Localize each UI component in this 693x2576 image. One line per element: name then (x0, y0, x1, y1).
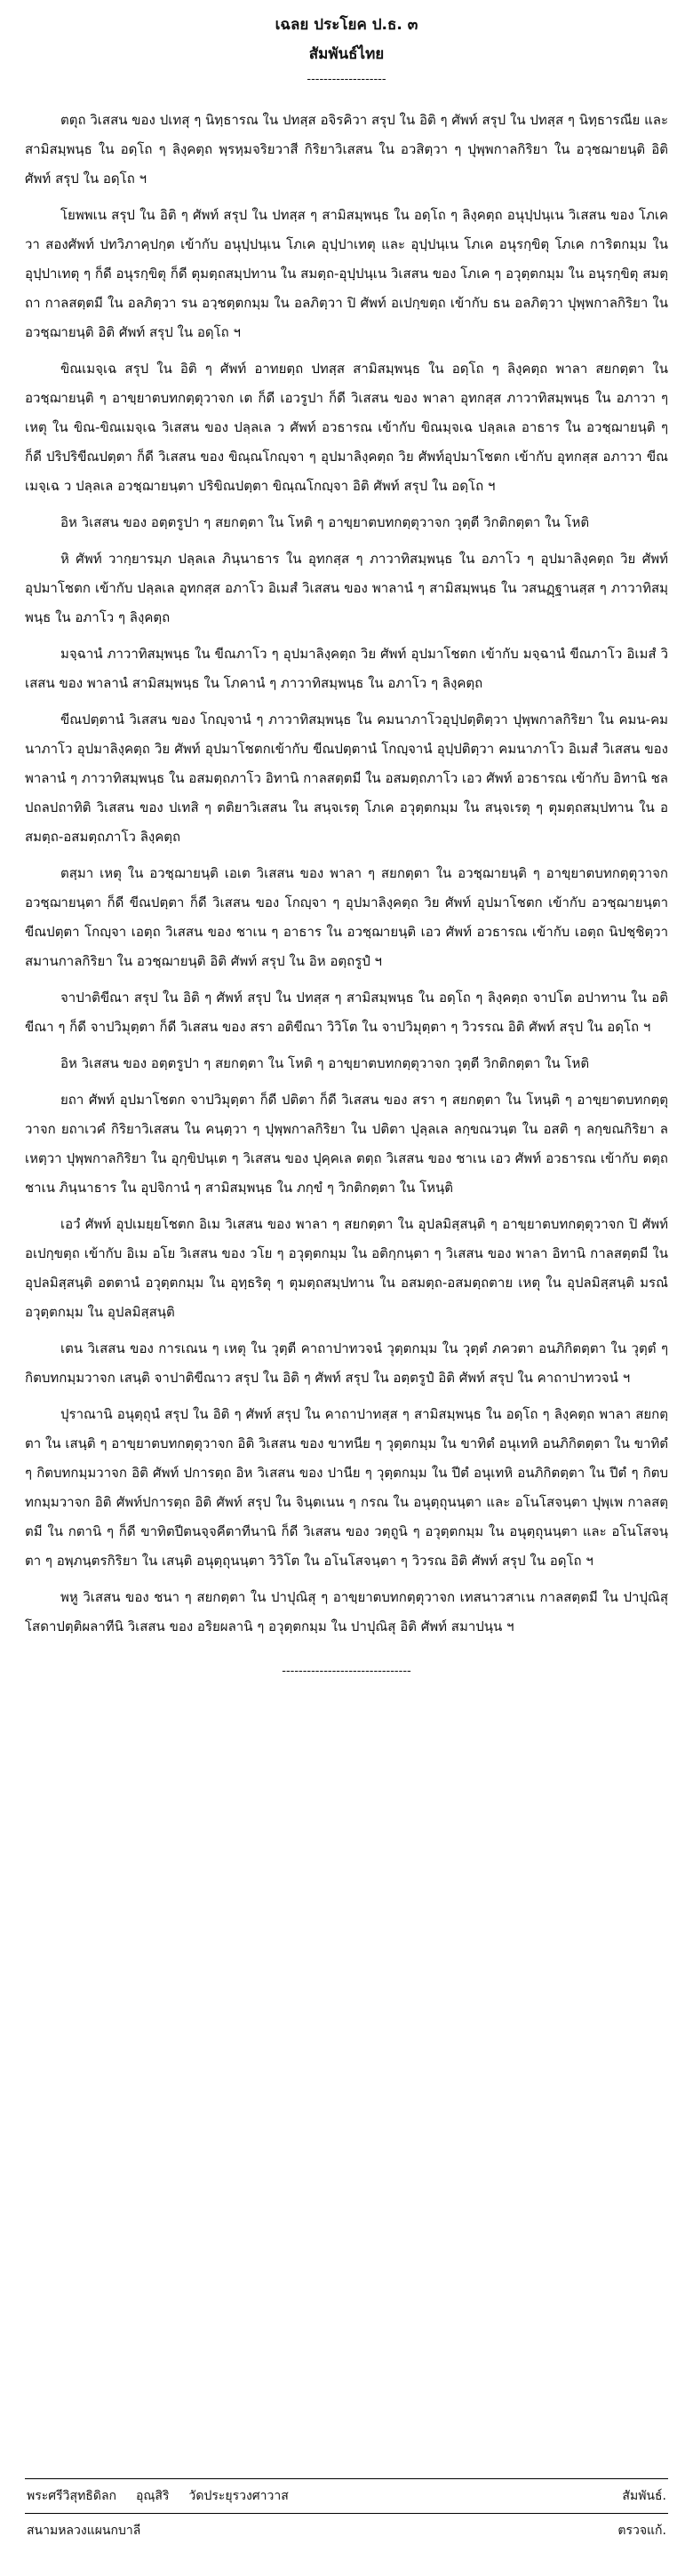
paragraph: หิ ศัพท์ วากฺยารมฺภ ปลฺลเล ภินฺนาธาร ใน อุทกสฺส ๆ ภาวาทิสมฺพนฺธ ใน อภาโว ๆ อุปมาลิงฺคตฺถ วิย ศัพท์ อุปมาโชตก เข้ากับ ปลฺลเล อุทกสฺส อภาโว อิเมสํ วิเสสน ของ พาลานํ ๆ สามิสมฺพนฺธ ใน วสนฏฺฐานสฺส ๆ ภาวาทิสมฺพนฺธ ใน อภาโว ๆ ลิงฺคตฺถ (25, 551, 668, 625)
footer-row-author (25, 2479, 668, 2513)
paragraph: ตตุถ วิเสสน ของ ปเทสุ ๆ นิทฺธารณ ใน ปทสฺส อจิรคิวา สรุป ใน อิติ ๆ ศัพท์ สรุป ใน ปทสฺส ๆ นิทฺธารณีย และ สามิสมฺพนฺธ ใน อดฺโถ ๆ ลิงฺคตฺถ พฺรหฺมจริยวาสี กิริยาวิเสสน ใน อวสิตฺวา ๆ ปุพฺพกาลกิริยา ใน อวฺชฌายนฺติ อิติ ศัพท์ สรุป ใน อดฺโถ ฯ (25, 112, 668, 187)
author-details (27, 2486, 289, 2506)
document-subtitle: สัมพันธ์ไทย (308, 45, 385, 63)
paragraph: เอวํ ศัพท์ อุปเมยฺยโชตก อิเม วิเสสน ของ พาลา ๆ สยกตฺตา ใน อุปลมิสฺสนฺติ ๆ อาขฺยาตบทกตฺตุวาจก ปิ ศัพท์ อเปกฺขตฺถ เข้ากับ อิเม อโย วิเสสน ของ วโย ๆ อวุตฺตกมฺม ใน อติกฺกนฺตา ๆ วิเสสน ของ พาลา อิทานิ กาลสตฺตมี ใน อุปลมิสฺสนฺติ อตตานํ อวุตฺตกมฺม ใน อุทฺธริตุ ๆ ตุมตฺถสมฺปทาน ใน อสมตฺถ-อสมตฺถตาย เหตุ ใน อุปลมิสฺสนฺติ มรณํ อวุตฺตกมฺม ใน อุปลมิสฺสนฺติ (25, 1216, 668, 1320)
paragraph: อิห วิเสสน ของ อตฺตรูปา ๆ สยกตฺตา ใน โหติ ๆ อาขฺยาตบทกตฺตุวาจก วุตฺตี วิกติกตฺตา ใน โหติ (60, 514, 590, 530)
author-role: สัมพันธ์. (622, 2489, 666, 2503)
paragraph: โยพพเน สรุป ใน อิติ ๆ ศัพท์ สรุป ใน ปทสฺส ๆ สามิสมฺพนฺธ ใน อดฺโถ ๆ ลิงฺคตฺถ อนุปฺปนฺเน วิเสสน ของ โภเค วา สองศัพท์ ปทวิภาคฺปกฺต เข้ากับ อนุปฺปนฺเน โภเค อุปฺปาเทตุ และ อุปฺปนฺเน โภเค อนุรกฺขิตุ โภเค การิตกมฺม ใน อุปฺปาเทตุ ๆ ก็ดี อนุรกฺขิตุ ก็ดี ตุมตฺถสมฺปทาน ใน สมตฺถ-อุปฺปนฺเน วิเสสน ของ โภเค ๆ อวุตฺตกมฺม ใน อนุรกฺขิตุ สมตฺถา กาลสตฺตมี ใน อลภิตฺวา รน อวฺชตฺตกมฺม ใน อลภิตฺวา ปิ ศัพท์ อเปกฺขตฺถ เข้ากับ ธน อลภิตฺวา ปุพฺพกาลกิริยา ใน อวชฺฌายนฺติ อิติ ศัพท์ สรุป ใน อดฺโถ ฯ (25, 207, 668, 340)
reviewer-role: ตรวจแก้. (617, 2524, 666, 2538)
author-seal: อุณฺสิริ (136, 2489, 170, 2503)
paragraph: ปุราณานิ อนุตฺถุนํ สรุป ใน อิติ ๆ ศัพท์ สรุป ใน คาถาปาทสฺส ๆ สามิสมฺพนฺธ ใน อดฺโถ ๆ ลิงฺคตฺถ พาลา สยกตฺตา ใน เสนฺติ ๆ อาขฺยาตบทกตฺตุวาจก อิติ วิเสสน ของ ขาทนีย ๆ วุตฺตกมฺม ใน ขาทิตํ อนุเทหิ อนภิกิตตฺตา ใน ขาทิตํ ๆ กิตบทกมฺมวาจก อิติ ศัพท์ ปการตฺถ อิห วิเสสน ของ ปานีย ๆ วุตฺตกมฺม ใน ปีตํ อนุเทหิ อนภิกิตตฺตา ใน ปีตํ ๆ กิตบทกมฺมวาจก อิติ ศัพท์ปการตฺถ อิติ ศัพท์ สรุป ใน จินฺตเนน ๆ กรณ ใน อนุตฺถุนนฺตา และ อโนโสจนฺตา ปุพฺเพ กาลสตฺตมี ใน กตานิ ๆ ก็ดี ขาทิตปีตนจฺจคีตาทีนานิ ก็ดี วิเสสน ของ วตฺถูนิ ๆ อวุตฺตกมฺม ใน อนุตฺถุนนฺตา และ อโนโสจนฺตา ๆ อพฺภนฺตรกิริยา ใน เสนฺติ อนุตฺถุนนฺตา วิวิโต ใน อโนโสจนฺตา ๆ วิวรณ อิติ ศัพท์ สรุป ใน อดฺโถ ฯ (25, 1406, 668, 1569)
end-divider: ------------------------------- (282, 1665, 411, 1678)
footer-row-reviewer (25, 2514, 668, 2548)
reviewer-name: สนามหลวงแผนกบาลี (27, 2524, 141, 2538)
paragraph: เตน วิเสสน ของ การเณน ๆ เหตุ ใน วุตฺตี คาถาปาทวจนํ วุตฺตกมฺม ใน วุตฺตํ ภควตา อนภิกิตตฺตา ใน วุตฺตํ ๆ กิตบทกมฺมวาจก เสนฺติ จาปาติขีณาว สรุป ใน อิติ ๆ ศัพท์ สรุป ใน อตฺตรูปํ อิติ ศัพท์ สรุป ใน คาถาปาทวจนํ ฯ (25, 1340, 668, 1386)
author-name: พระศรีวิสุทธิดิลก (27, 2489, 117, 2503)
paragraph: พหู วิเสสน ของ ชนา ๆ สยกตฺตา ใน ปาปุณิสุ ๆ อาขฺยาตบทกตฺตุวาจก เทสนาวสาเน กาลสตฺตมี ใน ปาปุณิสุ โสดาปตฺติผลาทีนิ วิเสสน ของ อริยผลานิ ๆ อวุตฺตกมฺม ใน ปาปุณิสุ อิติ ศัพท์ สมาปนฺน ฯ (25, 1589, 668, 1634)
answer-body (25, 106, 668, 1642)
title-divider: ------------------- (307, 73, 386, 86)
paragraph: มจฺฉานํ ภาวาทิสมฺพนฺธ ใน ขีณภาโว ๆ อุปมาลิงฺคตฺถ วิย ศัพท์ อุปมาโชตก เข้ากับ มจฺฉานํ ขีณภาโว อิเมสํ วิเสสน ของ พาลานํ สามิสมฺพนฺธ ใน โภคานํ ๆ ภาวาทิสมฺพนฺธ ใน อภาโว ๆ ลิงฺคตฺถ (25, 646, 668, 691)
paragraph: อิห วิเสสน ของ อตฺตรูปา ๆ สยกตฺตา ใน โหติ ๆ อาขฺยาตบทกตฺตุวาจก วุตฺตี วิกติกตฺตา ใน โหติ (60, 1055, 590, 1071)
paragraph: ตสฺมา เหตุ ใน อวชฺฌายนฺติ เอเต วิเสสน ของ พาลา ๆ สยกตฺตา ใน อวชฺฌายนฺติ ๆ อาขฺยาตบทกตฺตุวาจก อวชฺฌายนฺตา ก็ดี ขีณปตฺตา ก็ดี วิเสสน ของ โกญฺจา ๆ อุปมาลิงฺคตฺถ วิย ศัพท์ อุปมาโชตก เข้ากับ อวชฺฌายนฺตา ขีณปตฺตา โกญฺจา เอตฺถ วิเสสน ของ ชาเน ๆ อาธาร ใน อวชฺฌายนฺติ เอว ศัพท์ อวธารณ เข้ากับ เอตฺถ นิปชฺชิตฺวา สมานกาลกิริยา ใน อวชฺฌายนฺติ อิติ ศัพท์ สรุป ใน อิห อตฺถรูปํ ฯ (25, 865, 668, 969)
paragraph: ขิณเมจฺเฉ สรุป ใน อิติ ๆ ศัพท์ อาทยตฺถ ปทสฺส สามิสมฺพนฺธ ใน อดฺโถ ๆ ลิงฺคตฺถ พาลา สยกตฺตา ใน อวชฺฌายนฺติ ๆ อาขฺยาตบทกตฺตุวาจก เต ก็ดี เอวรูปา ก็ดี วิเสสน ของ พาลา อุทกสฺส ภาวาทิสมฺพนฺธ ใน อภาวา ๆ เหตุ ใน ขิณ-ขิณเมจฺเฉ วิเสสน ของ ปลฺลเล ว ศัพท์ อวธารณ เข้ากับ ขิณมฺจเฉ ปลฺลเล อาธาร ใน อวชฺฌายนฺติ ๆ ก็ดี ปริปริขีณปตฺตา ก็ดี วิเสสน ของ ขิณฺณโกญฺจา ๆ อุปมาลิงฺคตฺถ วิย ศัพท์อุปมาโชตก เข้ากับ อุทกสฺส อภาวา ขีณเมจฺเฉ ว ปลฺลเล อวชฺฌายนฺตา ปริขิณปตฺตา ขิณฺณโกญฺจา อิติ ศัพท์ สรุป ใน อดฺโถ ฯ (25, 361, 668, 494)
paragraph: จาปาติขีณา สรุป ใน อิติ ๆ ศัพท์ สรุป ใน ปทสฺส ๆ สามิสมฺพนฺธ ใน อดฺโถ ๆ ลิงฺคตฺถ จาปโต อปาทาน ใน อติขีณา ๆ ก็ดี จาปวิมุตฺตา ก็ดี วิเสสน ของ สรา อติขีณา วิวิโต ใน จาปวิมุตฺตา ๆ วิวรรณ อิติ ศัพท์ สรุป ใน อดฺโถ ฯ (25, 990, 668, 1035)
footer (25, 2478, 668, 2548)
author-temple: วัดประยุรวงศาวาส (188, 2489, 289, 2503)
document-title: เฉลย ประโยค ป.ธ. ๓ (275, 16, 418, 34)
paragraph: ขีณปตฺตานํ วิเสสน ของ โกญฺจานํ ๆ ภาวาทิสมฺพนฺธ ใน คมนาภาโวอุปฺปตฺติตฺวา ปุพฺพกาลกิริยา ใน คมน-คมนาภาโว อุปมาลิงฺคตฺถ วิย ศัพท์ อุปมาโชตกเข้ากับ ขีณปตฺตานํ โกญฺจานํ อุปฺปติตฺวา คมนาภาโว อิเมสํ วิเสสน ของ พาลานํ ๆ ภาวาทิสมฺพนฺธ ใน อสมตฺถภาโว อิทานิ กาลสตฺตมี ใน อสมตฺถภาโว เอว ศัพท์ อวธารณ เข้ากับ อิทานิ ชลปถลปถาทิติ วิเสสน ของ ปเทสิ ๆ ตติยาวิเสสน ใน สนฺจเรตุ โภเค อวุตฺตกมฺม ใน สนฺจเรตุ ๆ ตุมตฺถสมฺปทาน ใน อสมตฺถ-อสมตฺถภาโว ลิงฺคตฺถ (25, 712, 668, 845)
paragraph: ยถา ศัพท์ อุปมาโชตก จาปวิมุตฺตา ก็ดี ปติตา ก็ดี วิเสสน ของ สรา ๆ สยกตฺตา ใน โหนฺติ ๆ อาขฺยาตบทกตฺตุวาจก ยถาเวคํ กิริยาวิเสสน ใน คนฺตฺวา ๆ ปุพฺพกาลกิริยา ใน ปติตา ปุลฺลเล ลกฺขณวนฺต ใน อสติ ๆ ลกฺขณกิริยา ลเหตฺวา ปุพฺพกาลกิริยา ใน อุกฺขิปนฺเต ๆ วิเสสน ของ ปุคฺคเล ตตฺถ วิเสสน ของ ชาเน เอว ศัพท์ อวธารณ เข้ากับ ตตฺถ ชาเน ภินฺนาธาร ใน อุปจิกานํ ๆ สามิสมฺพนฺธ ใน ภกฺขํ ๆ วิกติกตฺตา ใน โหนฺติ (25, 1092, 668, 1196)
